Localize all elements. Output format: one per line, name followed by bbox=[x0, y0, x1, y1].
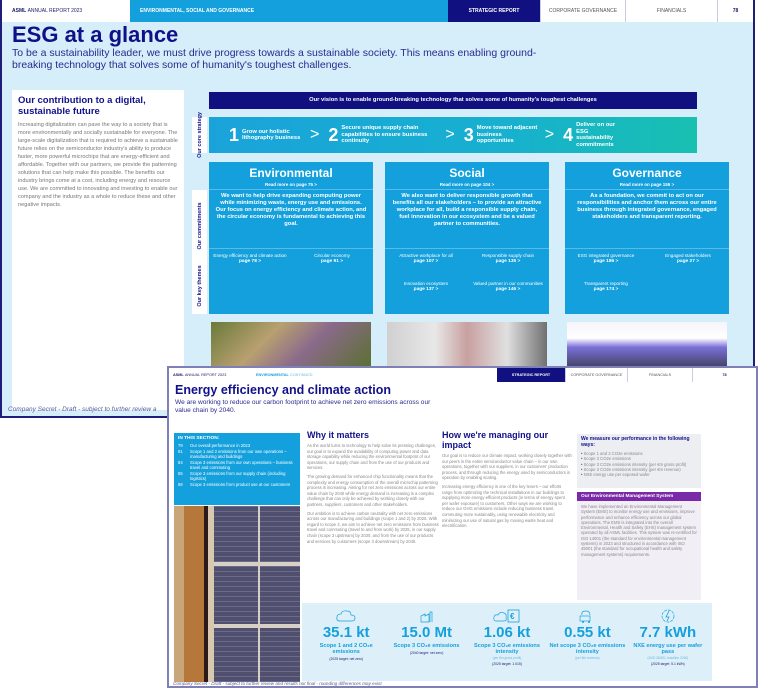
kpi-scope12: 35.1 kt Scope 1 and 2 CO₂e emissions (2025 target: net zero) bbox=[306, 609, 386, 681]
pillar-social: Social Read more on page 104 > We also want to deliver responsible growth that benefits all our stakeholders – to provide an attractive workplace for all, build a responsible supply chain, fuel innovation in our ecosystem and be a valued partner to communities. Attractive workplace for all page 107 > Responsible supply chain page 135 > Innovation ecosystem page 137 > Valued partner in our communities page 146 > bbox=[385, 162, 549, 314]
row-label-themes: Our key themes bbox=[192, 258, 207, 314]
chevron-right-icon: > bbox=[544, 126, 555, 143]
theme-link[interactable]: ESG integrated governance page 186 > bbox=[577, 253, 635, 264]
solar-panels-photo bbox=[174, 506, 300, 682]
contribution-title: Our contribution to a digital, sustainable future bbox=[18, 95, 146, 117]
strategy-item: 3 Move toward adjacent business opportunities > bbox=[463, 124, 555, 145]
theme-link[interactable]: Engaged stakeholders page 27 > bbox=[665, 253, 711, 264]
kpi-net-scope3-intensity: 0.55 kt Net scope 3 CO₂e emissions intensity (per €m revenue) bbox=[547, 609, 627, 681]
core-strategy-bar bbox=[209, 117, 697, 153]
page-number: 78 bbox=[717, 0, 753, 22]
contribution-panel bbox=[12, 90, 184, 410]
cloud-co2-icon bbox=[306, 609, 386, 625]
forest-aerial-photo bbox=[211, 322, 371, 368]
section-link[interactable]: 81 Scope 1 and 2 emissions from our own operations – manufacturing and buildings bbox=[178, 449, 287, 459]
strategy-item: 4 Deliver on our ESG sustainability commitments bbox=[563, 122, 616, 148]
shareholder-meeting-photo bbox=[567, 322, 727, 368]
kpi-scope3-intensity: € 1.06 kt Scope 3 CO₂e emissions intensity (per €m gross profit) (2025 target: 1.015) bbox=[467, 609, 547, 681]
truck-cloud-icon bbox=[547, 609, 627, 625]
nav-financials[interactable]: FINANCIALS bbox=[627, 368, 692, 382]
page-title: ESG at a glance bbox=[12, 22, 179, 47]
section-link[interactable]: 79 Our overall performance in 2023 bbox=[178, 443, 251, 448]
theme-link[interactable]: Valued partner in our communities page 146 > bbox=[473, 281, 543, 292]
section-link[interactable]: 88 Scope 3 emissions from product use at our customers bbox=[178, 482, 291, 487]
kpi-nxe-energy: 7.7 kWh NXE energy use per wafer pass (NXE:3600D, baseline 2018) (2025 target: 5.1 kWh) bbox=[628, 609, 708, 681]
page-subtitle: We are working to reduce our carbon footprint to achieve net zero emissions across our value chain by 2040. bbox=[175, 399, 431, 414]
page-title: Energy efficiency and climate action bbox=[175, 383, 392, 397]
why-it-matters-column: Why it matters As the world turns to technology to help solve its pressing challenges, our goal is to expand the availability of computing power and data storage capability while reducing the environmental footprint of our operations, our supply chain and from the use of our products and services. The growing demand for enhanced chip functionality means that the complexity and energy consumption of the overall microchip patterning process is increasing. Aiming for net zero emissions across our entire value chain by 2040 while energy demand is increasing is a complex challenge that can only be achieved by working closely with our partners, suppliers, customers and other stakeholders. Our ambition is to achieve carbon neutrality with net zero emissions across our manufacturing and buildings (scope 1 and 2) by 2025. With regard to scope 3, we aim to achieve net zero emissions from business travel and commuting (travel to and from work) by 2025, in our supply chain (scope 3 upstream) by 2030, and from the use of our products and services by customers (scope 3 downstream) by 2040. bbox=[307, 430, 439, 544]
pillar-environmental: Environmental Read more on page 75 > We want to help drive expanding computing power while minimizing waste, energy use and emissions. Our focus on energy efficiency and climate action, and the circular economy is fundamental to achieving this goal. Energy efficiency and climate action page 78 > Circular economy page 91 > bbox=[209, 162, 373, 314]
vision-banner: Our vision is to enable ground-breaking technology that solves some of humanity's toughest challenges bbox=[209, 92, 697, 109]
nav-strategic-report[interactable]: STRATEGIC REPORT bbox=[448, 0, 540, 22]
theme-link[interactable]: Innovation ecosystem page 137 > bbox=[403, 281, 449, 292]
chevron-right-icon: > bbox=[310, 126, 320, 143]
read-more-link[interactable]: Read more on page 75 > bbox=[209, 182, 373, 190]
managing-impact-column: How we're managing our impact Our goal is to reduce our climate impact, working closely together with our peers in the entire semiconductor value chain – in our own operations, together with our suppliers, in our customers' production process, and through reducing the energy used by semiconductors in operation by enabling scaling. Increasing energy efficiency is one of the key levers – our efforts range from optimizing the technical installations in our buildings to supplying more energy-efficient products (in terms of energy spent per wafer exposure) to customers. Other ways we are working to reduce our GHG emissions include reducing business travel, commuting more sustainably, using renewable electricity and minimizing our use of natural gas by moving waste heat and electrification. bbox=[442, 430, 572, 529]
section-link[interactable]: 85 Scope 3 emissions from our supply chain (including logistics) bbox=[178, 471, 286, 481]
section-link[interactable]: 84 Scope 3 emissions from our own operations – business travel and commuting bbox=[178, 460, 293, 470]
theme-link[interactable]: Responsible supply chain page 135 > bbox=[481, 253, 535, 264]
measure-performance-box: We measure our performance in the following ways: • Scope 1 and 2 CO2e emissions • Scope 3 CO2e emissions • Scope 3 CO2e emissions intensity (per €m gross profit) • Scope 3 CO2e emissions intensity (per €m revenue) • NXE energy use per exposed wafer bbox=[577, 434, 701, 488]
section-tab-esg[interactable]: ENVIRONMENTAL, SOCIAL AND GOVERNANCE bbox=[130, 0, 448, 22]
draft-notice: Company Secret - Draft - subject to further review and results not final - rounding differences may exist bbox=[173, 681, 382, 686]
nav-corporate-governance[interactable]: CORPORATE GOVERNANCE bbox=[565, 368, 627, 382]
child-photo bbox=[387, 322, 547, 368]
row-label-strategy: Our core strategy bbox=[192, 117, 207, 153]
strategy-item: 1 Grow our holistic lithography business > bbox=[229, 124, 320, 145]
nav-strategic-report[interactable]: STRATEGIC REPORT bbox=[497, 368, 565, 382]
pillar-governance: Governance Read more on page 155 > As a foundation, we commit to act on our responsibilities and anchor them across our entire business through integrated governance, engaged stakeholders and transparent reporting. ESG integrated governance page 186 > Engaged stakeholders page 27 > Transparent reporting page 174 > bbox=[565, 162, 729, 314]
factory-icon bbox=[386, 609, 466, 625]
read-more-link[interactable]: Read more on page 104 > bbox=[385, 182, 549, 190]
strategy-item: 2 Secure unique supply chain capabilities to ensure business continuity > bbox=[328, 124, 455, 145]
theme-link[interactable]: Circular economy page 91 > bbox=[314, 253, 350, 264]
report-brand: ASML ANNUAL REPORT 2023 bbox=[2, 0, 130, 22]
kpi-scope3: 15.0 Mt Scope 3 CO₂e emissions (2040 target: net zero) bbox=[386, 609, 466, 681]
kpi-strip bbox=[302, 603, 712, 681]
svg-text:€: € bbox=[510, 612, 515, 621]
in-this-section-box: IN THIS SECTION: 79 Our overall performance in 2023 81 Scope 1 and 2 emissions from our own operations – manufacturing and buildings 84 Scope 3 emissions from our own operations – business travel and commuting 85 Scope 3 emissions from our supply chain (including logistics) 88 Scope 3 emissions from product use at our customers bbox=[174, 433, 300, 505]
co2-euro-icon bbox=[467, 609, 547, 625]
theme-link[interactable]: Energy efficiency and climate action page 78 > bbox=[213, 253, 287, 264]
read-more-link[interactable]: Read more on page 155 > bbox=[565, 182, 729, 190]
chevron-right-icon: > bbox=[445, 126, 455, 143]
theme-link[interactable]: Attractive workplace for all page 107 > bbox=[399, 253, 453, 264]
ems-box: Our Environmental Management System We have implemented an Environmental Management System (EMS) to monitor energy use and emissions, improve performance and enhance efficiency across our global operations. The EMS is integrated into the overall Environmental, Health and Safety (EHS) management system operated by all ASML facilities. This system was re-certified for ISO 14001 (the standard for environmental management systems) in 2023 and structured in accordance with ISO 45001 (the standard for occupational health and safety management systems) requirements. bbox=[577, 492, 701, 600]
page-header bbox=[2, 0, 753, 22]
page-subtitle: To be a sustainability leader, we must drive progress towards a sustainable society. This means enabling ground-breaking technology that solves some of humanity's toughest challenges. bbox=[12, 47, 537, 71]
section-tab-environmental[interactable]: ENVIRONMENTAL CONTINUED bbox=[256, 373, 313, 377]
report-brand: ASML ANNUAL REPORT 2023 bbox=[173, 373, 227, 377]
nav-corporate-governance[interactable]: CORPORATE GOVERNANCE bbox=[540, 0, 625, 22]
page-number: 78 bbox=[692, 368, 756, 382]
theme-link[interactable]: Transparent reporting page 174 > bbox=[583, 281, 628, 292]
contribution-body: Increasing digitalization can pave the way to a society that is more environmentally and socially sustainable for everyone. The large-scale digitalization that is required to achieve a sustainable future relies on the semiconductor industry's ability to produce faster, more powerful microchips that are energy-efficient and affordable. Together with our partners, we provide the patterning solutions that can help make this possible. The benefits our industry brings come at a cost, including energy and resource use. We are committed to innovating and investing to enable our company and the industry as a whole to reduce these and other negative impacts. bbox=[18, 122, 178, 208]
nav-financials[interactable]: FINANCIALS bbox=[625, 0, 717, 22]
energy-icon bbox=[628, 609, 708, 625]
row-label-commitments: Our commitments bbox=[192, 190, 207, 262]
draft-notice: Company Secret - Draft - subject to further review a bbox=[8, 406, 157, 413]
energy-efficiency-page bbox=[167, 366, 758, 688]
page-header bbox=[169, 368, 756, 382]
